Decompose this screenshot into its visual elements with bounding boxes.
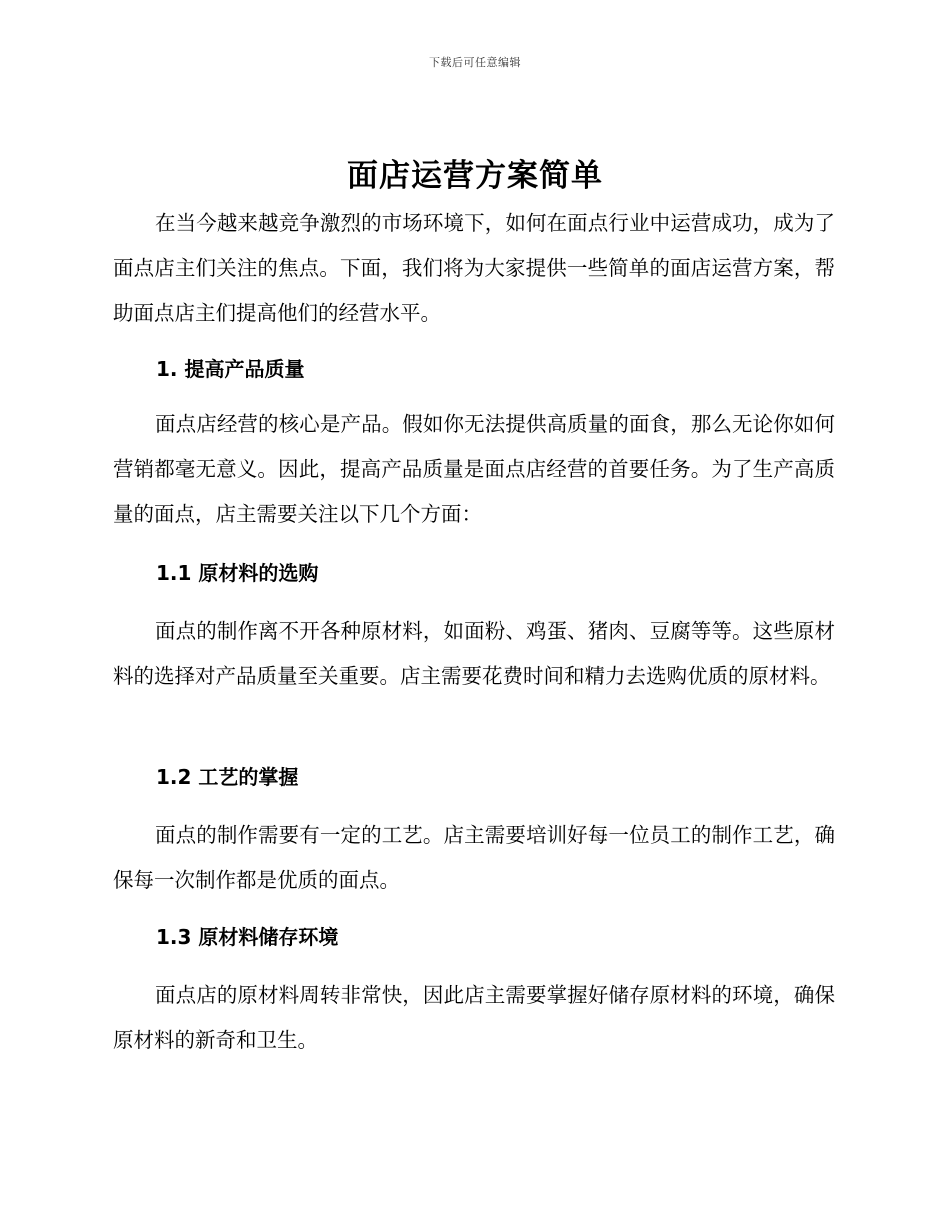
header-note: 下载后可任意编辑 — [429, 56, 521, 69]
section-heading-1: 1. 提高产品质量 — [156, 357, 305, 381]
section-paragraph-1-3: 面点店的原材料周转非常快，因此店主需要掌握好储存原材料的环境，确保原材料的新奇和卫生。 — [113, 983, 835, 1052]
section-heading-1-1: 1.1 原材料的选购 — [156, 561, 319, 585]
section-paragraph-1-1: 面点的制作离不开各种原材料，如面粉、鸡蛋、猪肉、豆腐等等。这些原材料的选择对产品质量至关重要。店主需要花费时间和精力去选购优质的原材料。 — [113, 619, 835, 688]
intro-paragraph: 在当今越来越竞争激烈的市场环境下，如何在面点行业中运营成功，成为了面点店主们关注的焦点。下面，我们将为大家提供一些简单的面店运营方案，帮助面点店主们提高他们的经营水平。 — [113, 211, 835, 325]
document-title: 面店运营方案简单 — [347, 158, 603, 194]
section-heading-1-2: 1.2 工艺的掌握 — [156, 765, 299, 789]
section-paragraph-1-2: 面点的制作需要有一定的工艺。店主需要培训好每一位员工的制作工艺，确保每一次制作都是优质的面点。 — [113, 823, 835, 892]
section-heading-1-3: 1.3 原材料储存环境 — [156, 925, 339, 949]
section-paragraph-1: 面点店经营的核心是产品。假如你无法提供高质量的面食，那么无论你如何营销都毫无意义。因此，提高产品质量是面点店经营的首要任务。为了生产高质量的面点，店主需要关注以下几个方面： — [113, 412, 835, 526]
